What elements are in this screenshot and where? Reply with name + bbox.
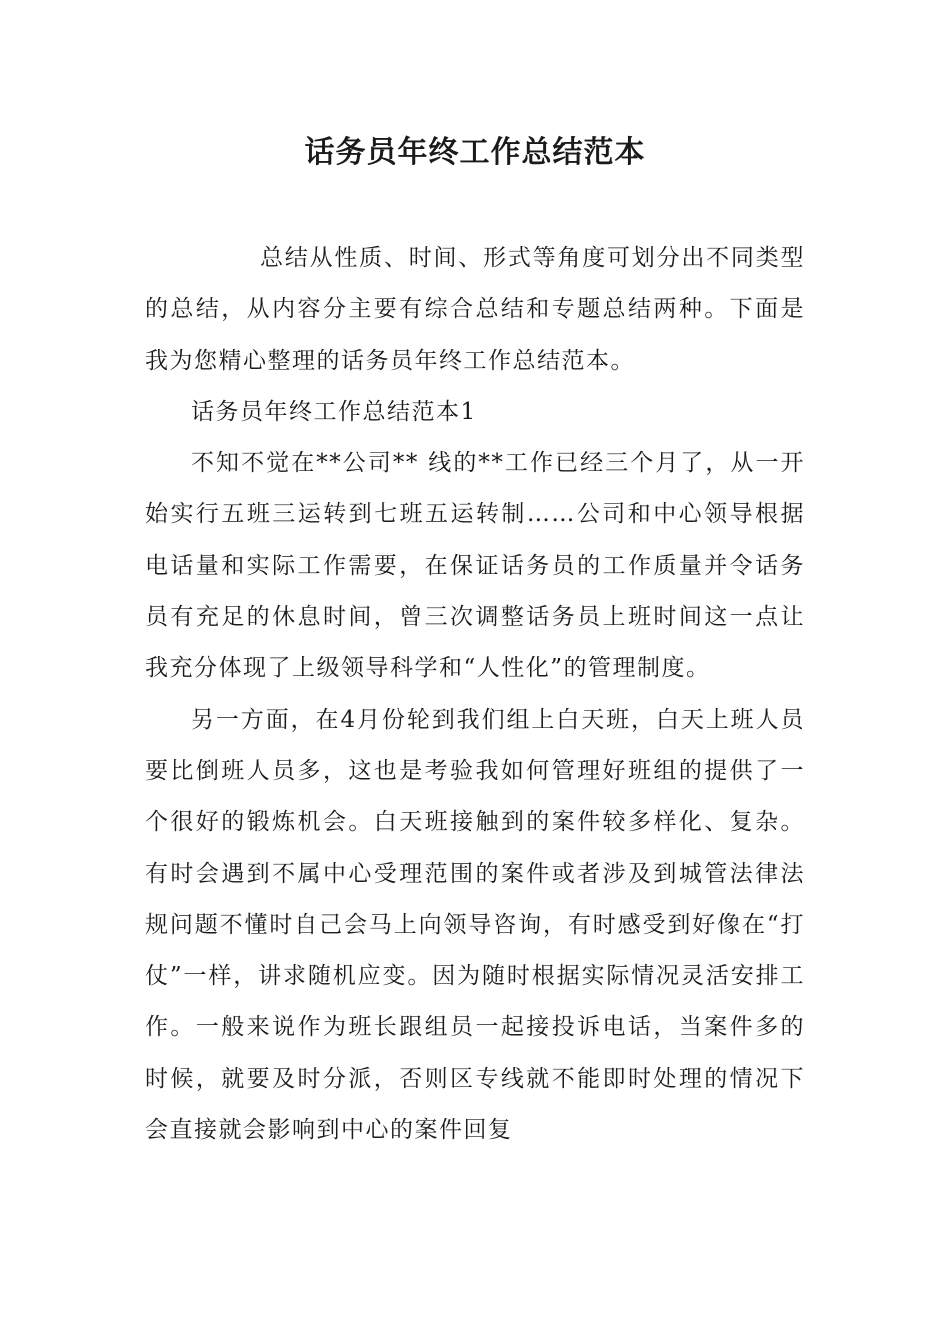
document-title: 话务员年终工作总结范本	[304, 135, 646, 170]
intro-paragraph: 总结从性质、时间、形式等角度可划分出不同类型的总结，从内容分主要有综合总结和专题总结两种。下面是我为您精心整理的话务员年终工作总结范本。	[145, 245, 805, 374]
body-paragraph: 另一方面，在4月份轮到我们组上白天班，白天上班人员要比倒班人员多，这也是考验我如何管理好班组的提供了一个很好的锻炼机会。白天班接触到的案件较多样化、复杂。有时会遇到不属中心受理范围的案件或者涉及到城管法律法规问题不懂时自己会马上向领导咨询，有时感受到好像在“打仗”一样，讲求随机应变。因为随时根据实际情况灵活安排工作。一般来说作为班长跟组员一起接投诉电话，当案件多的时候，就要及时分派，否则区专线就不能即时处理的情况下会直接就会影响到中心的案件回复	[145, 706, 805, 1144]
section-heading: 话务员年终工作总结范本1	[191, 398, 477, 425]
document-body	[145, 233, 805, 1156]
body-paragraph: 不知不觉在**公司** 线的**工作已经三个月了，从一开始实行五班三运转到七班五运转制……公司和中心领导根据电话量和实际工作需要，在保证话务员的工作质量并令话务员有充足的休息时间，曾三次调整话务员上班时间这一点让我充分体现了上级领导科学和“人性化”的管理制度。	[145, 450, 805, 682]
